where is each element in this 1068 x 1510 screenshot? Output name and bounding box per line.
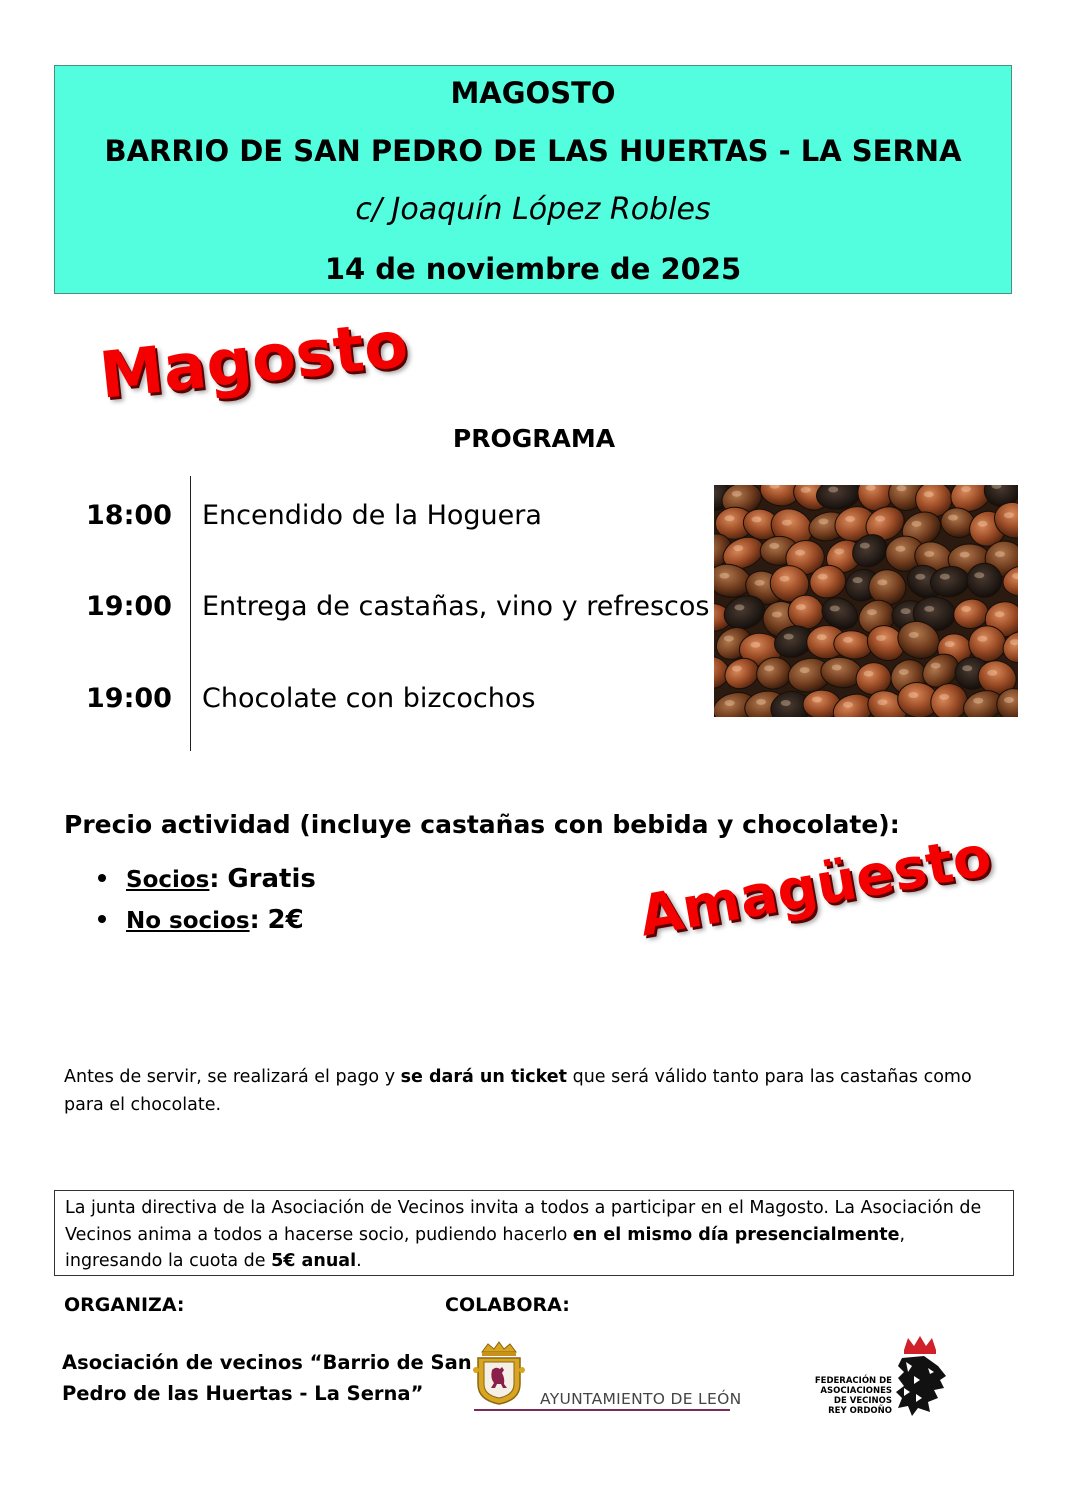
note-bold-text: se dará un ticket bbox=[400, 1067, 568, 1087]
chestnut-highlight bbox=[860, 543, 870, 549]
chestnut-highlight bbox=[732, 666, 742, 672]
chestnut-highlight bbox=[801, 487, 811, 493]
price-label: No socios bbox=[126, 908, 250, 934]
header-street: c/ Joaquín López Robles bbox=[355, 192, 711, 227]
chestnut-highlight bbox=[834, 548, 844, 554]
chestnut-highlight bbox=[899, 669, 909, 675]
chestnut-highlight bbox=[795, 550, 805, 556]
organiza-label: ORGANIZA: bbox=[64, 1294, 185, 1316]
chestnut-highlight bbox=[876, 635, 886, 641]
chestnut-highlight bbox=[973, 698, 983, 704]
chestnut-highlight bbox=[1004, 512, 1014, 518]
chestnut-highlight bbox=[769, 543, 779, 549]
schedule-divider bbox=[190, 476, 191, 751]
chestnut-highlight bbox=[978, 521, 988, 527]
chestnut-highlight bbox=[755, 580, 765, 586]
chestnut-highlight bbox=[948, 515, 958, 521]
chestnut-highlight bbox=[780, 576, 790, 582]
chestnut-highlight bbox=[772, 611, 782, 617]
chestnut-highlight bbox=[782, 520, 792, 526]
chestnut-highlight bbox=[864, 671, 874, 677]
lion-crown-logo-icon bbox=[894, 1336, 954, 1420]
header-neighborhood: BARRIO DE SAN PEDRO DE LAS HUERTAS - LA SERNA bbox=[104, 134, 962, 168]
price-item-socios: Socios: Gratis bbox=[98, 864, 316, 894]
invitation-box bbox=[54, 1190, 1014, 1276]
chestnut-highlight bbox=[945, 641, 955, 647]
chestnut-highlight bbox=[796, 604, 806, 610]
chestnut-highlight bbox=[756, 699, 766, 705]
chestnut-highlight bbox=[734, 604, 744, 610]
chestnut-highlight bbox=[725, 515, 735, 521]
invite-bold-text: 5€ anual bbox=[271, 1251, 357, 1271]
chestnut-highlight bbox=[843, 637, 853, 643]
schedule-description: Entrega de castañas, vino y refrescos bbox=[202, 591, 710, 622]
chestnut-highlight bbox=[895, 546, 905, 552]
header-title: MAGOSTO bbox=[450, 76, 616, 110]
invite-text: , ingresando la cuota de bbox=[65, 1224, 906, 1271]
chestnut-highlight bbox=[875, 516, 885, 522]
chestnut-highlight bbox=[961, 486, 971, 492]
chestnut-highlight bbox=[960, 552, 970, 558]
bullet-icon bbox=[98, 874, 106, 882]
organizer-name bbox=[62, 1347, 472, 1409]
chestnut-highlight bbox=[724, 635, 734, 641]
chestnut-highlight bbox=[974, 572, 984, 578]
chestnut-highlight bbox=[828, 486, 838, 492]
magosto-wordart: Magosto bbox=[96, 307, 412, 414]
chestnut-highlight bbox=[877, 579, 887, 585]
bullet-icon bbox=[98, 915, 106, 923]
invite-text: . bbox=[356, 1251, 362, 1271]
chestnut-highlight bbox=[962, 665, 972, 671]
organizer-name-line: Pedro de las Huertas - La Serna” bbox=[62, 1382, 424, 1405]
chestnut-highlight bbox=[896, 485, 906, 491]
federation-name-line: FEDERACIÓN DE bbox=[814, 1376, 892, 1386]
chestnut-highlight bbox=[725, 700, 735, 706]
chestnut-highlight bbox=[750, 642, 760, 648]
chestnut-highlight bbox=[1004, 697, 1014, 703]
chestnut-highlight bbox=[908, 692, 918, 698]
schedule-description: Chocolate con bizcochos bbox=[202, 683, 536, 714]
schedule-time: 19:00 bbox=[86, 591, 172, 622]
federation-name-line: DE VECINOS bbox=[833, 1396, 892, 1406]
chestnut-highlight bbox=[832, 665, 842, 671]
invite-bold-text: en el mismo día presencialmente bbox=[572, 1224, 900, 1245]
schedule-description: Encendido de la Hoguera bbox=[202, 500, 542, 531]
chestnut-highlight bbox=[877, 699, 887, 705]
chestnut-highlight bbox=[924, 551, 934, 557]
leon-coat-of-arms-icon bbox=[472, 1340, 526, 1406]
note-text: Antes de servir, se realizará el pago y bbox=[64, 1067, 401, 1087]
chestnut-highlight bbox=[995, 551, 1005, 557]
price-item-no-socios: No socios: 2€ bbox=[98, 905, 304, 935]
chestnut-highlight bbox=[784, 634, 794, 640]
event-header-box bbox=[54, 65, 1012, 294]
chestnut-highlight bbox=[867, 609, 877, 615]
chestnut-highlight bbox=[732, 491, 742, 497]
chestnut-highlight bbox=[719, 573, 729, 579]
organizer-name-line: Asociación de vecinos “Barrio de San bbox=[62, 1351, 472, 1374]
chestnut-highlight bbox=[733, 545, 743, 551]
note-text: que será válido tanto para las castañas como para el chocolate. bbox=[64, 1067, 972, 1115]
federation-name-line: ASOCIACIONES bbox=[820, 1386, 892, 1396]
chestnut-highlight bbox=[931, 663, 941, 669]
chestnut-highlight bbox=[764, 665, 774, 671]
chestnut-highlight bbox=[866, 485, 876, 491]
chestnut-highlight bbox=[817, 634, 827, 640]
roasted-chestnuts-image bbox=[714, 485, 1018, 717]
federation-name bbox=[808, 1376, 892, 1416]
chestnut-highlight bbox=[977, 636, 987, 642]
price-value: Gratis bbox=[227, 864, 316, 894]
chestnut-highlight bbox=[812, 696, 822, 702]
chestnut-highlight bbox=[818, 574, 828, 580]
chestnut-highlight bbox=[818, 518, 828, 524]
colabora-label: COLABORA: bbox=[445, 1294, 570, 1316]
chestnut-highlight bbox=[940, 574, 950, 580]
price-heading: Precio actividad (incluye castañas con bebida y chocolate): bbox=[64, 810, 900, 839]
chestnut-highlight bbox=[752, 516, 762, 522]
chestnut-highlight bbox=[843, 702, 853, 708]
chestnut-highlight bbox=[961, 606, 971, 612]
chestnut-highlight bbox=[924, 491, 934, 497]
ayuntamiento-name: AYUNTAMIENTO DE LEÓN bbox=[540, 1390, 742, 1408]
programa-heading: PROGRAMA bbox=[452, 424, 616, 453]
chestnut-highlight bbox=[781, 700, 791, 706]
chestnut-highlight bbox=[830, 606, 840, 612]
chestnut-highlight bbox=[901, 608, 911, 614]
chestnut-highlight bbox=[987, 670, 997, 676]
amaguesto-wordart: Amagüesto bbox=[634, 823, 997, 950]
ayuntamiento-underline bbox=[474, 1409, 730, 1411]
price-label: Socios bbox=[126, 867, 210, 893]
schedule-time: 18:00 bbox=[86, 500, 172, 531]
schedule-time: 19:00 bbox=[86, 683, 172, 714]
chestnut-highlight bbox=[939, 694, 949, 700]
chestnut-highlight bbox=[845, 516, 855, 522]
price-value: 2€ bbox=[267, 905, 304, 935]
chestnut-highlight bbox=[853, 577, 863, 583]
federation-name-line: REY ORDOÑO bbox=[828, 1406, 892, 1416]
chestnut-highlight bbox=[800, 667, 810, 673]
payment-note bbox=[64, 1063, 1014, 1119]
chestnut-highlight bbox=[995, 611, 1005, 617]
chestnut-highlight bbox=[912, 521, 922, 527]
chestnut-highlight bbox=[909, 632, 919, 638]
chestnut-highlight bbox=[924, 606, 934, 612]
invite-text: La junta directiva de la Asociación de Vecinos invita a todos a participar en el Magosto. La Asociación de Vecinos anima a todos a hacerse socio, pudiendo hacerlo bbox=[65, 1198, 982, 1245]
header-date: 14 de noviembre de 2025 bbox=[324, 252, 742, 286]
chestnut-highlight bbox=[915, 574, 925, 580]
